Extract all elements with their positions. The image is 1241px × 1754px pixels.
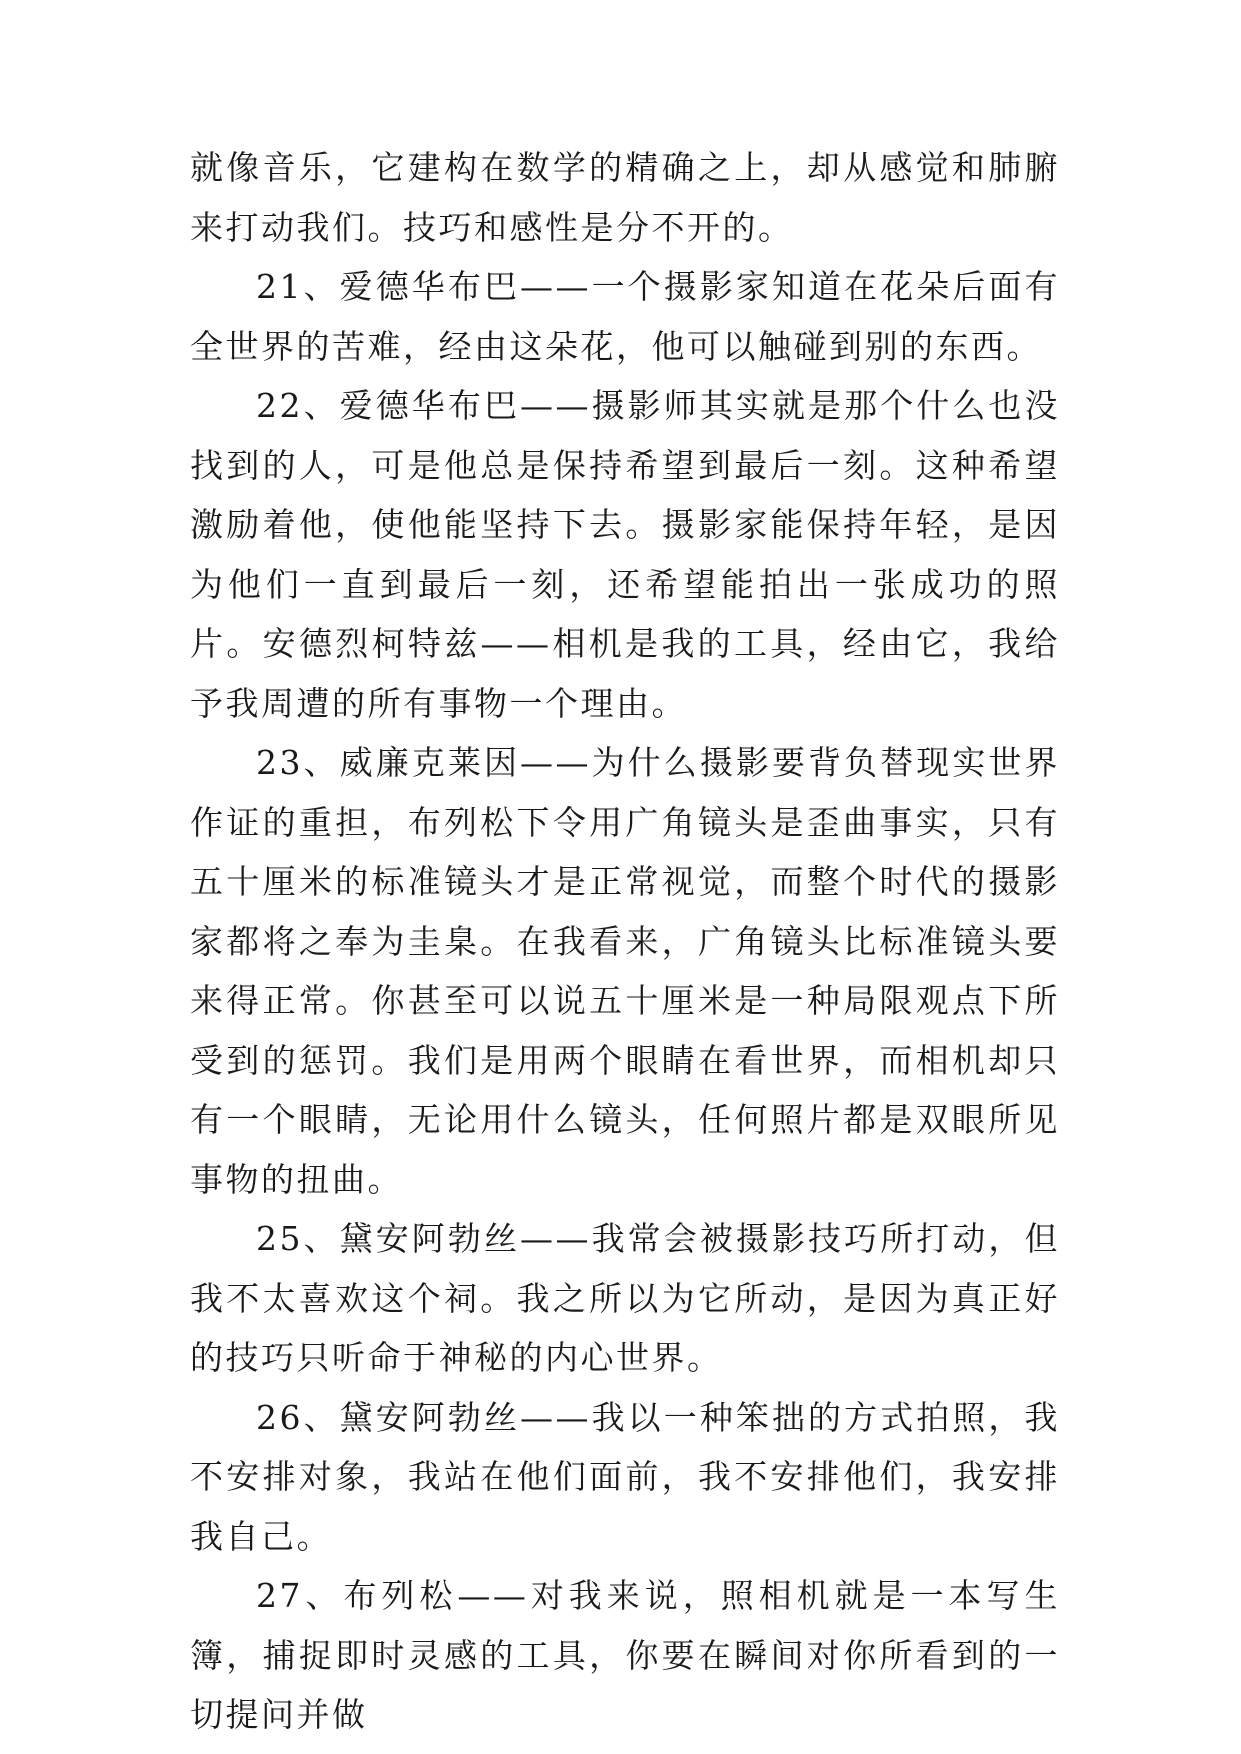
paragraph-21: 21、爱德华布巴——一个摄影家知道在花朵后面有全世界的苦难，经由这朵花，他可以触碰到别的东西。	[190, 267, 1060, 366]
paragraph-22: 22、爱德华布巴——摄影师其实就是那个什么也没找到的人，可是他总是保持希望到最后一刻。这种希望激励着他，使他能坚持下去。摄影家能保持年轻，是因为他们一直到最后一刻，还希望能拍出一张成功的照片。安德烈柯特兹——相机是我的工具，经由它，我给予我周遭的所有事物一个理由。	[190, 386, 1060, 723]
paragraph-27: 27、布列松——对我来说，照相机就是一本写生簿，捕捉即时灵感的工具，你要在瞬间对你所看到的一切提问并做	[190, 1576, 1060, 1734]
paragraph-23: 23、威廉克莱因——为什么摄影要背负替现实世界作证的重担，布列松下令用广角镜头是歪曲事实，只有五十厘米的标准镜头才是正常视觉，而整个时代的摄影家都将之奉为圭臬。在我看来，广角镜头比标准镜头要来得正常。你甚至可以说五十厘米是一种局限观点下所受到的惩罚。我们是用两个眼睛在看世界，而相机却只有一个眼睛，无论用什么镜头，任何照片都是双眼所见事物的扭曲。	[190, 743, 1060, 1199]
paragraph-26: 26、黛安阿勃丝——我以一种笨拙的方式拍照，我不安排对象，我站在他们面前，我不安排他们，我安排我自己。	[190, 1397, 1060, 1556]
paragraph-continued: 就像音乐，它建构在数学的精确之上，却从感觉和肺腑来打动我们。技巧和感性是分不开的。	[190, 148, 1060, 247]
body-text	[190, 138, 1060, 1745]
paragraph-25: 25、黛安阿勃丝——我常会被摄影技巧所打动，但我不太喜欢这个祠。我之所以为它所动，是因为真正好的技巧只听命于神秘的内心世界。	[190, 1219, 1060, 1377]
